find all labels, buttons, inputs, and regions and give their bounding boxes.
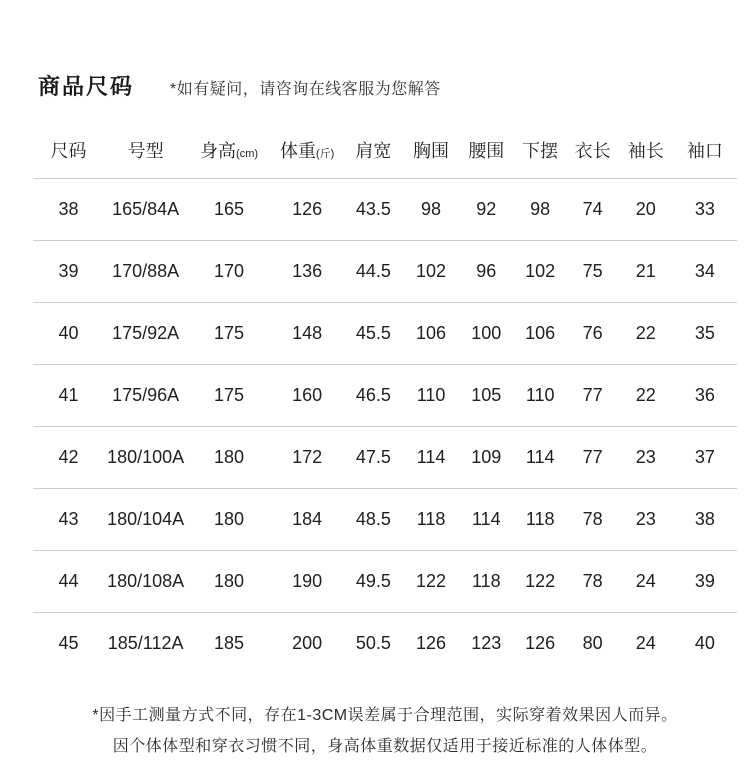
table-row	[33, 240, 737, 302]
table-cell: 24	[635, 632, 656, 653]
table-cell: 37	[694, 446, 715, 467]
table-cell: 23	[635, 508, 656, 529]
footnotes	[33, 700, 737, 762]
table-cell: 100	[471, 322, 502, 343]
table-cell: 175	[214, 322, 245, 343]
table-cell: 22	[635, 322, 656, 343]
table-cell: 170	[214, 260, 245, 281]
column-header	[271, 122, 344, 178]
table-cell: 184	[292, 508, 323, 529]
table-cell: 122	[525, 570, 556, 591]
table-cell: 126	[525, 632, 556, 653]
table-cell: 23	[635, 446, 656, 467]
column-header-label: 衣长	[574, 140, 611, 161]
table-cell: 35	[694, 322, 715, 343]
table-cell: 40	[694, 632, 715, 653]
table-cell: 180/100A	[107, 446, 185, 467]
table-cell: 98	[421, 198, 442, 219]
table-cell: 38	[58, 198, 79, 219]
column-header	[33, 122, 104, 178]
table-cell: 38	[694, 508, 715, 529]
size-table-header-row	[33, 122, 737, 178]
size-chart-section	[33, 0, 737, 762]
table-cell: 105	[471, 384, 502, 405]
table-cell: 39	[58, 260, 79, 281]
page-subtitle: *如有疑问，请咨询在线客服为您解答	[170, 81, 441, 98]
table-cell: 126	[416, 632, 447, 653]
table-cell: 24	[635, 570, 656, 591]
table-cell: 106	[416, 322, 447, 343]
table-cell: 77	[582, 446, 603, 467]
table-cell: 106	[525, 322, 556, 343]
table-cell: 92	[476, 198, 497, 219]
table-cell: 126	[292, 198, 323, 219]
column-header-label: 身高	[200, 140, 237, 161]
table-cell: 110	[416, 384, 446, 405]
table-cell: 96	[476, 260, 497, 281]
table-cell: 77	[582, 384, 603, 405]
table-cell: 175/92A	[112, 322, 180, 343]
table-cell: 110	[525, 384, 555, 405]
column-header	[619, 122, 673, 178]
table-cell: 180/108A	[107, 570, 185, 591]
footnote-line-2: 因个体体型和穿衣习惯不同，身高体重数据仅适用于接近标准的人体体型。	[112, 738, 658, 755]
table-cell: 123	[471, 632, 502, 653]
table-cell: 78	[582, 508, 603, 529]
table-cell: 160	[292, 384, 323, 405]
table-cell: 78	[582, 570, 603, 591]
table-row	[33, 426, 737, 488]
table-cell: 48.5	[355, 508, 391, 529]
column-header-label: 体重	[280, 140, 316, 161]
column-header	[459, 122, 514, 178]
size-table-body	[33, 178, 737, 674]
table-cell: 172	[292, 446, 323, 467]
table-cell: 33	[694, 198, 715, 219]
table-row	[33, 612, 737, 674]
table-cell: 180	[214, 570, 245, 591]
table-row	[33, 488, 737, 550]
table-cell: 21	[635, 260, 656, 281]
table-cell: 20	[635, 198, 656, 219]
table-cell: 47.5	[355, 446, 391, 467]
table-cell: 118	[471, 570, 501, 591]
table-cell: 45	[58, 632, 79, 653]
column-header	[673, 122, 737, 178]
column-header-label: 尺码	[50, 140, 87, 161]
table-cell: 75	[582, 260, 603, 281]
table-cell: 118	[525, 508, 555, 529]
table-cell: 40	[58, 322, 79, 343]
table-cell: 165	[214, 198, 245, 219]
table-cell: 98	[530, 198, 551, 219]
table-row	[33, 302, 737, 364]
footnote-line-1: *因手工测量方式不同，存在1-3CM误差属于合理范围，实际穿着效果因人而异。	[92, 707, 678, 724]
column-header	[403, 122, 459, 178]
table-cell: 46.5	[355, 384, 391, 405]
table-row	[33, 550, 737, 612]
table-cell: 43	[58, 508, 79, 529]
table-cell: 80	[582, 632, 603, 653]
table-cell: 180/104A	[107, 508, 185, 529]
table-cell: 44.5	[355, 260, 391, 281]
table-cell: 200	[292, 632, 323, 653]
table-cell: 118	[416, 508, 446, 529]
table-cell: 102	[416, 260, 447, 281]
column-header-label: 袖口	[686, 140, 723, 161]
column-header-unit: (cm)	[236, 147, 259, 160]
table-cell: 45.5	[355, 322, 391, 343]
table-row	[33, 364, 737, 426]
table-cell: 180	[214, 508, 245, 529]
column-header-label: 肩宽	[355, 140, 392, 161]
table-cell: 22	[635, 384, 656, 405]
table-cell: 114	[525, 446, 555, 467]
column-header	[567, 122, 619, 178]
table-cell: 114	[416, 446, 446, 467]
table-cell: 170/88A	[112, 260, 180, 281]
table-cell: 136	[292, 260, 323, 281]
table-cell: 34	[694, 260, 715, 281]
column-header-label: 腰围	[468, 140, 505, 161]
table-cell: 44	[58, 570, 79, 591]
table-cell: 122	[416, 570, 447, 591]
column-header	[187, 122, 271, 178]
table-cell: 148	[292, 322, 323, 343]
table-cell: 49.5	[355, 570, 391, 591]
table-cell: 109	[471, 446, 502, 467]
table-row	[33, 178, 737, 240]
section-header	[33, 0, 737, 100]
table-cell: 175	[214, 384, 245, 405]
table-cell: 36	[694, 384, 715, 405]
table-cell: 102	[525, 260, 556, 281]
table-cell: 76	[582, 322, 603, 343]
table-cell: 114	[471, 508, 501, 529]
table-cell: 42	[58, 446, 79, 467]
table-cell: 190	[292, 570, 323, 591]
table-cell: 39	[694, 570, 715, 591]
table-cell: 175/96A	[112, 384, 180, 405]
table-cell: 41	[58, 384, 79, 405]
column-header-label: 下摆	[522, 140, 559, 161]
column-header	[104, 122, 187, 178]
column-header-label: 袖长	[627, 140, 664, 161]
column-header-label: 胸围	[413, 140, 450, 161]
table-cell: 165/84A	[112, 198, 180, 219]
column-header	[514, 122, 567, 178]
table-cell: 185	[214, 632, 245, 653]
page-title: 商品尺码	[38, 74, 135, 99]
column-header	[343, 122, 403, 178]
column-header-label: 号型	[127, 140, 164, 161]
table-cell: 180	[214, 446, 245, 467]
table-cell: 74	[582, 198, 603, 219]
table-cell: 43.5	[355, 198, 391, 219]
size-table	[33, 122, 737, 674]
table-cell: 185/112A	[107, 632, 184, 653]
table-cell: 50.5	[355, 632, 391, 653]
column-header-unit: (斤)	[316, 147, 335, 160]
